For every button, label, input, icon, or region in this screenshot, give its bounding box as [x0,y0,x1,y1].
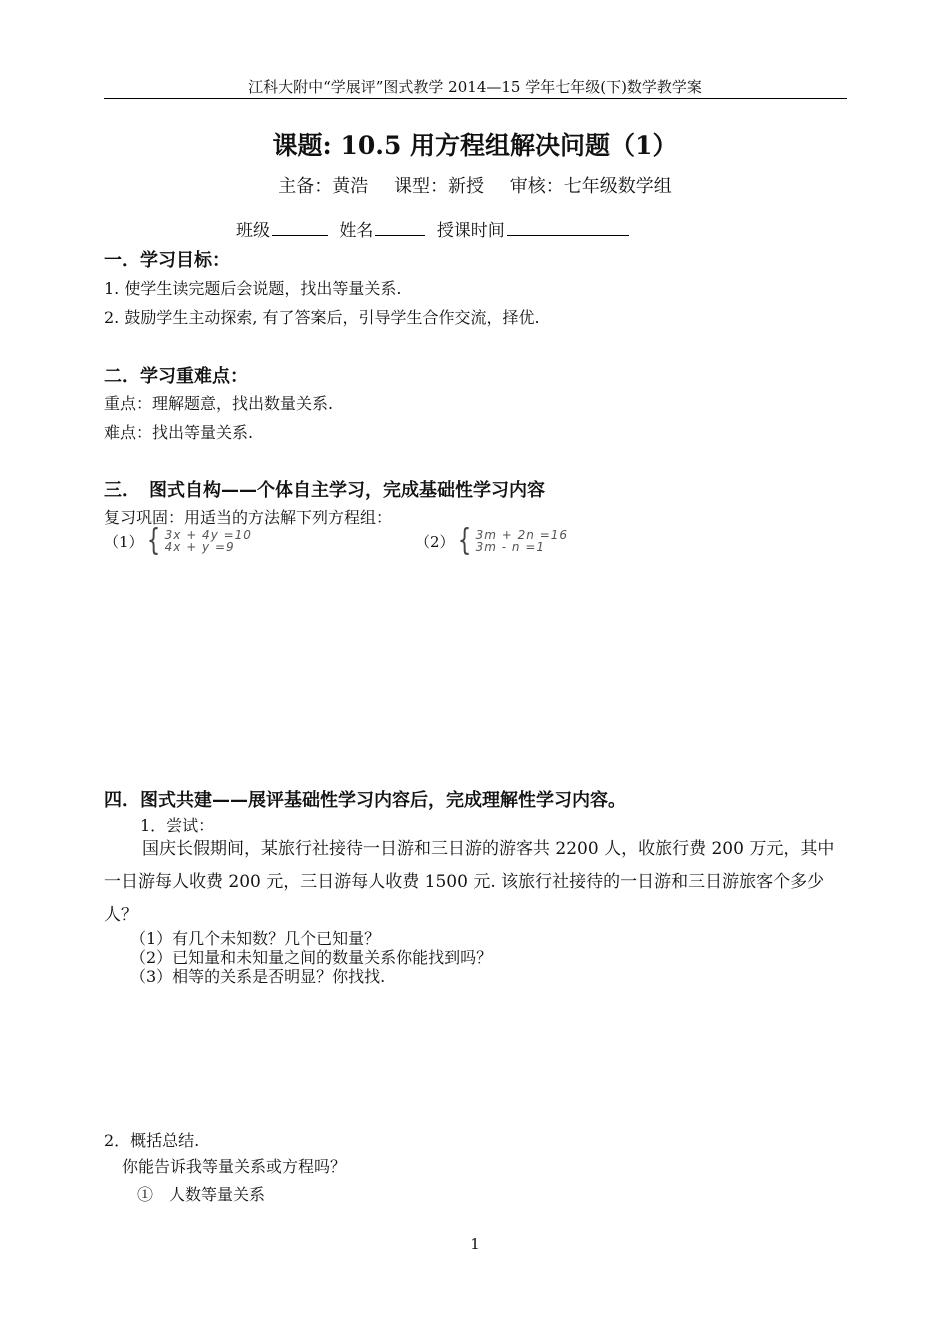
lesson-type: 课型：新授 [394,176,484,197]
time-blank[interactable] [507,221,629,236]
equation-system-2 [415,523,569,558]
lesson-title: 课题: 10.5 用方程组解决问题（1） [272,131,678,160]
system-2-eq-1: 3m + 2n =16 [475,528,569,542]
summary-item-1: ① 人数等量关系 [137,1185,266,1204]
problem-text: 国庆长假期间，某旅行社接待一日游和三日游的游客共 2200 人，收旅行费 200 万元，其中一日游每人收费 200 元，三日游每人收费 1500 元. 该旅行社接待的一日游和三日游旅客个多少人？ [104,839,835,925]
system-1-label: （1） [104,532,144,551]
question-1: （1）有几个未知数？几个已知量？ [130,929,381,948]
summary-question: 你能告诉我等量关系或方程吗？ [122,1157,347,1176]
question-2: （2）已知量和未知量之间的数量关系你能找到吗？ [130,948,493,967]
system-1-eq-1: 3x + 4y =10 [164,528,252,542]
page-header: 江科大附中“学展评”图式教学 2014—15 学年七年级(下)数学教学案 [248,78,702,96]
section-3-heading: 三． 图式自构——个体自主学习，完成基础性学习内容 [104,480,545,501]
reviewer: 审核：七年级数学组 [509,176,672,197]
time-label: 授课时间 [436,221,505,241]
equation-system-1 [104,523,252,558]
section-1-heading: 一．学习目标： [104,250,230,271]
system-2-label: （2） [415,532,455,551]
header-rule [104,98,847,99]
try-label: 1．尝试： [140,816,215,835]
section-2-heading: 二．学习重难点： [104,366,248,387]
question-3: （3）相等的关系是否明显？你找找. [130,967,386,986]
class-label: 班级 [236,221,270,241]
difficult-point: 难点：找出等量关系. [104,423,254,442]
key-point: 重点：理解题意，找出数量关系. [104,394,334,413]
summary-label: 2．概括总结. [104,1131,200,1150]
brace-icon: { [457,523,471,558]
review-intro: 复习巩固：用适当的方法解下列方程组： [104,508,393,527]
page-number: 1 [470,1235,480,1253]
objective-2: 2. 鼓励学生主动探索, 有了答案后，引导学生合作交流，择优. [104,308,540,327]
name-blank[interactable] [375,221,425,236]
chief-preparer: 主备：黄浩 [278,176,369,197]
objective-1: 1. 使学生读完题后会说题，找出等量关系. [104,279,402,298]
system-1-eq-2: 4x + y =9 [164,540,235,554]
section-4-heading: 四．图式共建——展评基础性学习内容后，完成理解性学习内容。 [104,790,626,811]
system-2-eq-2: 3m - n =1 [475,540,546,554]
name-label: 姓名 [339,221,374,241]
class-blank[interactable] [272,221,328,236]
brace-icon: { [146,523,160,558]
student-info-line [236,216,635,241]
lesson-meta [0,172,950,198]
